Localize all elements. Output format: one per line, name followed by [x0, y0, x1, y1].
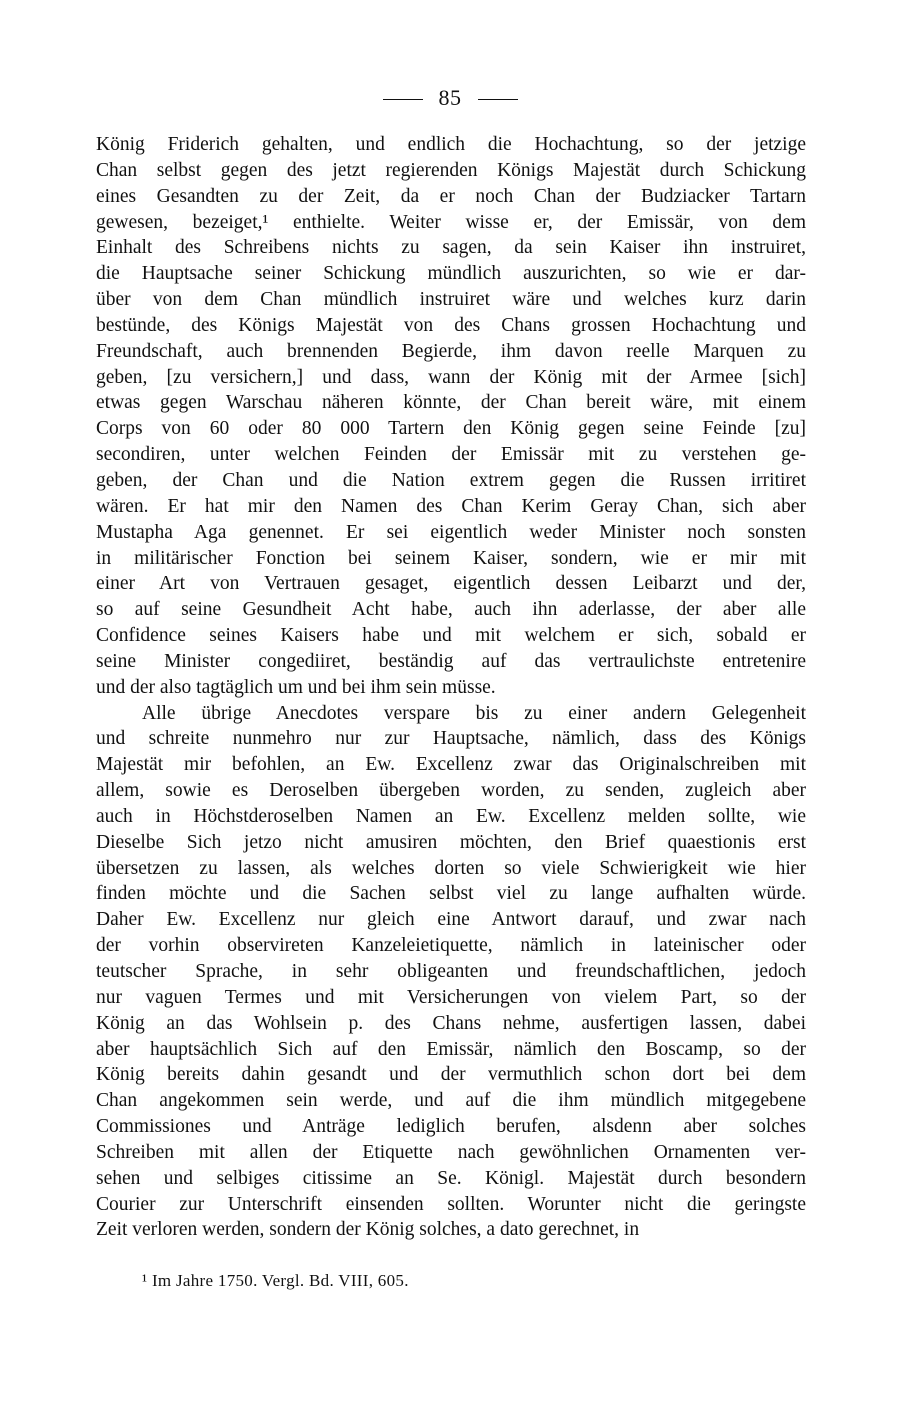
text-line: wären. Er hat mir den Namen des Chan Kerim Geray Chan, sich aber — [96, 495, 806, 517]
text-line: gewesen, bezeiget,¹ enthielte. Weiter wisse er, der Emissär, von dem — [96, 211, 806, 233]
paragraph — [96, 132, 806, 701]
text-line: Chan selbst gegen des jetzt regierenden Königs Majestät durch Schickung — [96, 159, 806, 181]
text-line: Einhalt des Schreibens nichts zu sagen, da sein Kaiser ihn instruiret, — [96, 237, 806, 259]
text-line: König bereits dahin gesandt und der vermuthlich schon dort bei dem — [96, 1064, 806, 1086]
text-line: König Friderich gehalten, und endlich die Hochachtung, so der jetzige — [96, 134, 806, 155]
text-line: Chan angekommen sein werde, und auf die ihm mündlich mitgegebene — [96, 1090, 806, 1112]
page-header — [0, 84, 900, 112]
page-number: 85 — [438, 85, 462, 110]
text-line: geben, [zu versichern,] und dass, wann der König mit der Armee [sich] — [96, 366, 806, 388]
text-line: Zeit verloren werden, sondern der König solches, a dato gerechnet, in — [96, 1219, 640, 1241]
text-line: Mustapha Aga genennet. Er sei eigentlich weder Minister noch sonsten — [96, 521, 806, 543]
text-line: secondiren, unter welchen Feinden der Emissär mit zu verstehen ge- — [96, 444, 806, 466]
text-line: so auf seine Gesundheit Acht habe, auch ihn aderlasse, der aber alle — [96, 599, 806, 621]
text-line: der vorhin observireten Kanzeleietiquette, nämlich in lateinischer oder — [96, 935, 806, 957]
header-dash-right — [478, 99, 518, 100]
header-dash-left — [383, 99, 423, 100]
text-line: nur vaguen Termes und mit Versicherungen von vielem Part, so der — [96, 986, 806, 1008]
text-line: Confidence seines Kaisers habe und mit welchem er sich, sobald er — [96, 625, 806, 647]
text-line: über von dem Chan mündlich instruiret wäre und welches kurz darin — [96, 289, 806, 311]
text-line: sehen und selbiges citissime an Se. Königl. Majestät durch besondern — [96, 1167, 806, 1189]
text-line: und der also tagtäglich um und bei ihm sein müsse. — [96, 676, 496, 698]
text-line: Courier zur Unterschrift einsenden sollten. Worunter nicht die geringste — [96, 1193, 806, 1215]
text-line: Daher Ew. Excellenz nur gleich eine Antwort darauf, und zwar nach — [96, 909, 806, 931]
text-line: die Hauptsache seiner Schickung mündlich auszurichten, so wie er dar- — [96, 263, 806, 285]
paragraph — [96, 701, 806, 1244]
text-line: Corps von 60 oder 80 000 Tartern den König gegen seine Feinde [zu] — [96, 418, 806, 440]
text-line: etwas gegen Warschau näheren könnte, der Chan bereit wäre, mit einem — [96, 392, 806, 414]
text-line: einer Art von Vertrauen gesaget, eigentlich dessen Leibarzt und der, — [96, 573, 806, 595]
body-text — [96, 132, 806, 1243]
footnote: ¹ Im Jahre 1750. Vergl. Bd. VIII, 605. — [142, 1271, 409, 1290]
text-line: Schreiben mit allen der Etiquette nach gewöhnlichen Ornamenten ver- — [96, 1141, 806, 1163]
text-line: teutscher Sprache, in sehr obligeanten und freundschaftlichen, jedoch — [96, 961, 806, 982]
text-line: aber hauptsächlich Sich auf den Emissär, nämlich den Boscamp, so der — [96, 1038, 806, 1060]
text-line: allem, sowie es Deroselben übergeben worden, zu senden, zugleich aber — [96, 780, 806, 802]
text-line: und schreite nunmehro nur zur Hauptsache, nämlich, dass des Königs — [96, 728, 806, 750]
text-line: seine Minister congediiret, beständig auf das vertraulichste entretenire — [96, 650, 806, 672]
text-line: König an das Wohlsein p. des Chans nehme, ausfertigen lassen, dabei — [96, 1012, 806, 1034]
text-line: in militärischer Fonction bei seinem Kaiser, sondern, wie er mir mit — [96, 547, 806, 569]
text-line: eines Gesandten zu der Zeit, da er noch Chan der Budziacker Tartarn — [96, 185, 806, 207]
text-line: übersetzen zu lassen, als welches dorten so viele Schwierigkeit wie hier — [96, 857, 806, 879]
text-line: Majestät mir befohlen, an Ew. Excellenz zwar das Originalschreiben mit — [96, 754, 806, 776]
text-line: Commissiones und Anträge lediglich berufen, alsdenn aber solches — [96, 1116, 806, 1138]
text-line: geben, der Chan und die Nation extrem gegen die Russen irritiret — [96, 469, 806, 491]
text-line: auch in Höchstderoselben Namen an Ew. Excellenz melden sollte, wie — [96, 805, 806, 827]
text-line: Dieselbe Sich jetzo nicht amusiren möchten, den Brief quaestionis erst — [96, 831, 806, 853]
text-line: finden möchte und die Sachen selbst viel zu lange aufhalten würde. — [96, 883, 806, 905]
text-line: bestünde, des Königs Majestät von des Chans grossen Hochachtung und — [96, 314, 806, 336]
text-line: Alle übrige Anecdotes verspare bis zu einer andern Gelegenheit — [142, 702, 806, 724]
text-line: Freundschaft, auch brennenden Begierde, ihm davon reelle Marquen zu — [96, 340, 806, 362]
